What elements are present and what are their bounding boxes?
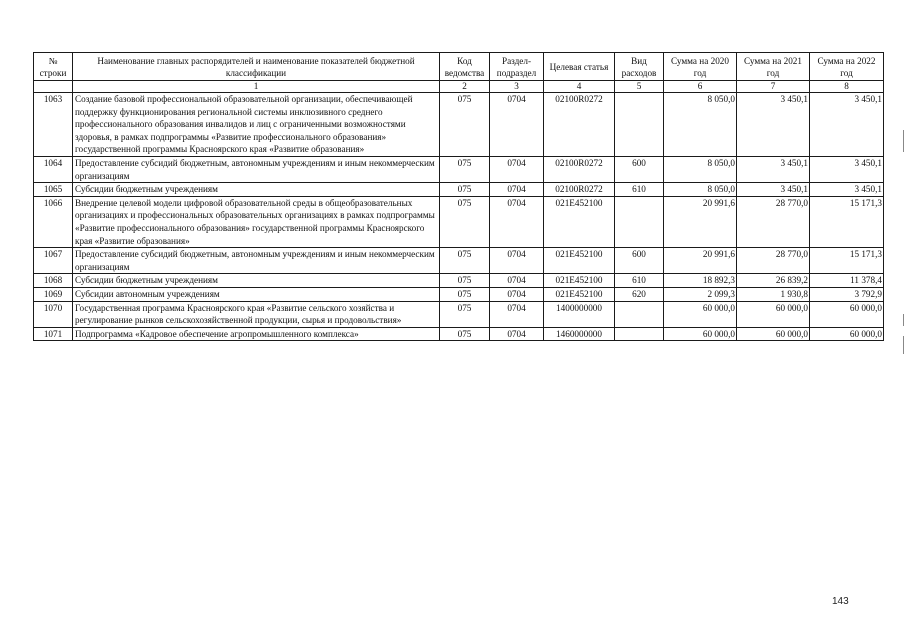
row-name: Внедрение целевой модели цифровой образовательной среды в общеобразовательных организациях и профессиональных образовательных организациях в рамках подпрограммы «Развитие профессионального образования» государственной программы Красноярского края «Развитие образования» bbox=[73, 196, 440, 247]
row-sum-2020: 60 000,0 bbox=[664, 301, 737, 327]
header-sum-2021: Сумма на 2021 год bbox=[737, 53, 810, 81]
row-sum-2021: 60 000,0 bbox=[737, 327, 810, 341]
column-number: 4 bbox=[544, 81, 615, 93]
row-sum-2021: 28 770,0 bbox=[737, 196, 810, 247]
column-number: 6 bbox=[664, 81, 737, 93]
row-name: Предоставление субсидий бюджетным, автономным учреждениям и иным некоммерческим организациям bbox=[73, 248, 440, 274]
row-sum-2020: 20 991,6 bbox=[664, 196, 737, 247]
column-number: 8 bbox=[810, 81, 884, 93]
header-sum-2022: Сумма на 2022 год bbox=[810, 53, 884, 81]
row-dept-code: 075 bbox=[440, 196, 490, 247]
row-name: Субсидии бюджетным учреждениям bbox=[73, 183, 440, 197]
row-target-article: 021E452100 bbox=[544, 274, 615, 288]
column-number: 3 bbox=[490, 81, 544, 93]
column-number-row bbox=[34, 81, 884, 93]
table-row bbox=[34, 301, 884, 327]
row-section: 0704 bbox=[490, 248, 544, 274]
row-name: Подпрограмма «Кадровое обеспечение агропромышленного комплекса» bbox=[73, 327, 440, 341]
scan-margin-mark bbox=[903, 130, 904, 152]
header-name: Наименование главных распорядителей и наименование показателей бюджетной классификации bbox=[73, 53, 440, 81]
row-target-article: 1400000000 bbox=[544, 301, 615, 327]
row-number: 1067 bbox=[34, 248, 73, 274]
row-sum-2021: 60 000,0 bbox=[737, 301, 810, 327]
row-number: 1064 bbox=[34, 156, 73, 182]
table-row bbox=[34, 274, 884, 288]
row-expense-type: 620 bbox=[615, 287, 664, 301]
row-number: 1066 bbox=[34, 196, 73, 247]
row-number: 1063 bbox=[34, 93, 73, 157]
column-number: 2 bbox=[440, 81, 490, 93]
row-dept-code: 075 bbox=[440, 327, 490, 341]
row-name: Государственная программа Красноярского края «Развитие сельского хозяйства и регулирование рынков сельскохозяйственной продукции, сырья и продовольствия» bbox=[73, 301, 440, 327]
row-number: 1071 bbox=[34, 327, 73, 341]
row-sum-2022: 11 378,4 bbox=[810, 274, 884, 288]
table-row bbox=[34, 196, 884, 247]
row-sum-2022: 3 450,1 bbox=[810, 183, 884, 197]
row-section: 0704 bbox=[490, 301, 544, 327]
row-sum-2022: 60 000,0 bbox=[810, 327, 884, 341]
row-sum-2021: 3 450,1 bbox=[737, 156, 810, 182]
page-number: 143 bbox=[832, 596, 849, 607]
row-expense-type bbox=[615, 301, 664, 327]
table-row bbox=[34, 248, 884, 274]
row-sum-2020: 18 892,3 bbox=[664, 274, 737, 288]
row-expense-type: 600 bbox=[615, 156, 664, 182]
table-row bbox=[34, 156, 884, 182]
row-sum-2021: 26 839,2 bbox=[737, 274, 810, 288]
row-expense-type bbox=[615, 93, 664, 157]
scan-margin-mark bbox=[903, 336, 904, 354]
row-sum-2022: 15 171,3 bbox=[810, 196, 884, 247]
row-dept-code: 075 bbox=[440, 156, 490, 182]
row-target-article: 021E452100 bbox=[544, 196, 615, 247]
row-section: 0704 bbox=[490, 274, 544, 288]
row-sum-2020: 8 050,0 bbox=[664, 183, 737, 197]
row-section: 0704 bbox=[490, 156, 544, 182]
row-dept-code: 075 bbox=[440, 287, 490, 301]
row-dept-code: 075 bbox=[440, 183, 490, 197]
row-name: Создание базовой профессиональной образовательной организации, обеспечивающей поддержку функционирования региональной системы инклюзивного среднего профессионального образования инвалидов и лиц с ограниченными возможностями здоровья, в рамках подпрограммы «Развитие профессионального образования» государственной программы Красноярского края «Развитие образования» bbox=[73, 93, 440, 157]
row-section: 0704 bbox=[490, 327, 544, 341]
table-row bbox=[34, 287, 884, 301]
column-number bbox=[34, 81, 73, 93]
row-dept-code: 075 bbox=[440, 301, 490, 327]
column-number: 1 bbox=[73, 81, 440, 93]
row-target-article: 02100R0272 bbox=[544, 156, 615, 182]
header-row-no: № строки bbox=[34, 53, 73, 81]
row-section: 0704 bbox=[490, 93, 544, 157]
header-row bbox=[34, 53, 884, 81]
budget-table bbox=[33, 52, 884, 341]
header-sum-2020: Сумма на 2020 год bbox=[664, 53, 737, 81]
row-sum-2022: 3 450,1 bbox=[810, 156, 884, 182]
column-number: 7 bbox=[737, 81, 810, 93]
row-sum-2020: 2 099,3 bbox=[664, 287, 737, 301]
row-expense-type: 600 bbox=[615, 248, 664, 274]
table-row bbox=[34, 183, 884, 197]
table-row bbox=[34, 93, 884, 157]
column-number: 5 bbox=[615, 81, 664, 93]
row-target-article: 02100R0272 bbox=[544, 93, 615, 157]
row-dept-code: 075 bbox=[440, 93, 490, 157]
row-sum-2020: 60 000,0 bbox=[664, 327, 737, 341]
header-expense-type: Вид расходов bbox=[615, 53, 664, 81]
row-sum-2021: 28 770,0 bbox=[737, 248, 810, 274]
row-target-article: 021E452100 bbox=[544, 287, 615, 301]
row-dept-code: 075 bbox=[440, 274, 490, 288]
row-number: 1069 bbox=[34, 287, 73, 301]
row-target-article: 02100R0272 bbox=[544, 183, 615, 197]
row-name: Субсидии бюджетным учреждениям bbox=[73, 274, 440, 288]
row-target-article: 021E452100 bbox=[544, 248, 615, 274]
table-body bbox=[34, 93, 884, 341]
row-sum-2021: 3 450,1 bbox=[737, 93, 810, 157]
row-sum-2021: 1 930,8 bbox=[737, 287, 810, 301]
row-expense-type: 610 bbox=[615, 274, 664, 288]
row-name: Субсидии автономным учреждениям bbox=[73, 287, 440, 301]
row-sum-2020: 8 050,0 bbox=[664, 93, 737, 157]
header-section: Раздел-подраздел bbox=[490, 53, 544, 81]
row-section: 0704 bbox=[490, 287, 544, 301]
row-expense-type bbox=[615, 196, 664, 247]
row-sum-2021: 3 450,1 bbox=[737, 183, 810, 197]
row-sum-2022: 3 792,9 bbox=[810, 287, 884, 301]
row-expense-type: 610 bbox=[615, 183, 664, 197]
row-sum-2022: 60 000,0 bbox=[810, 301, 884, 327]
row-number: 1068 bbox=[34, 274, 73, 288]
row-section: 0704 bbox=[490, 196, 544, 247]
header-target-article: Целевая статья bbox=[544, 53, 615, 81]
row-section: 0704 bbox=[490, 183, 544, 197]
row-number: 1070 bbox=[34, 301, 73, 327]
row-dept-code: 075 bbox=[440, 248, 490, 274]
header-dept-code: Код ведомства bbox=[440, 53, 490, 81]
row-sum-2020: 8 050,0 bbox=[664, 156, 737, 182]
table-row bbox=[34, 327, 884, 341]
row-number: 1065 bbox=[34, 183, 73, 197]
row-sum-2022: 3 450,1 bbox=[810, 93, 884, 157]
row-sum-2022: 15 171,3 bbox=[810, 248, 884, 274]
scan-margin-mark bbox=[903, 314, 904, 326]
row-sum-2020: 20 991,6 bbox=[664, 248, 737, 274]
row-name: Предоставление субсидий бюджетным, автономным учреждениям и иным некоммерческим организациям bbox=[73, 156, 440, 182]
row-target-article: 1460000000 bbox=[544, 327, 615, 341]
row-expense-type bbox=[615, 327, 664, 341]
